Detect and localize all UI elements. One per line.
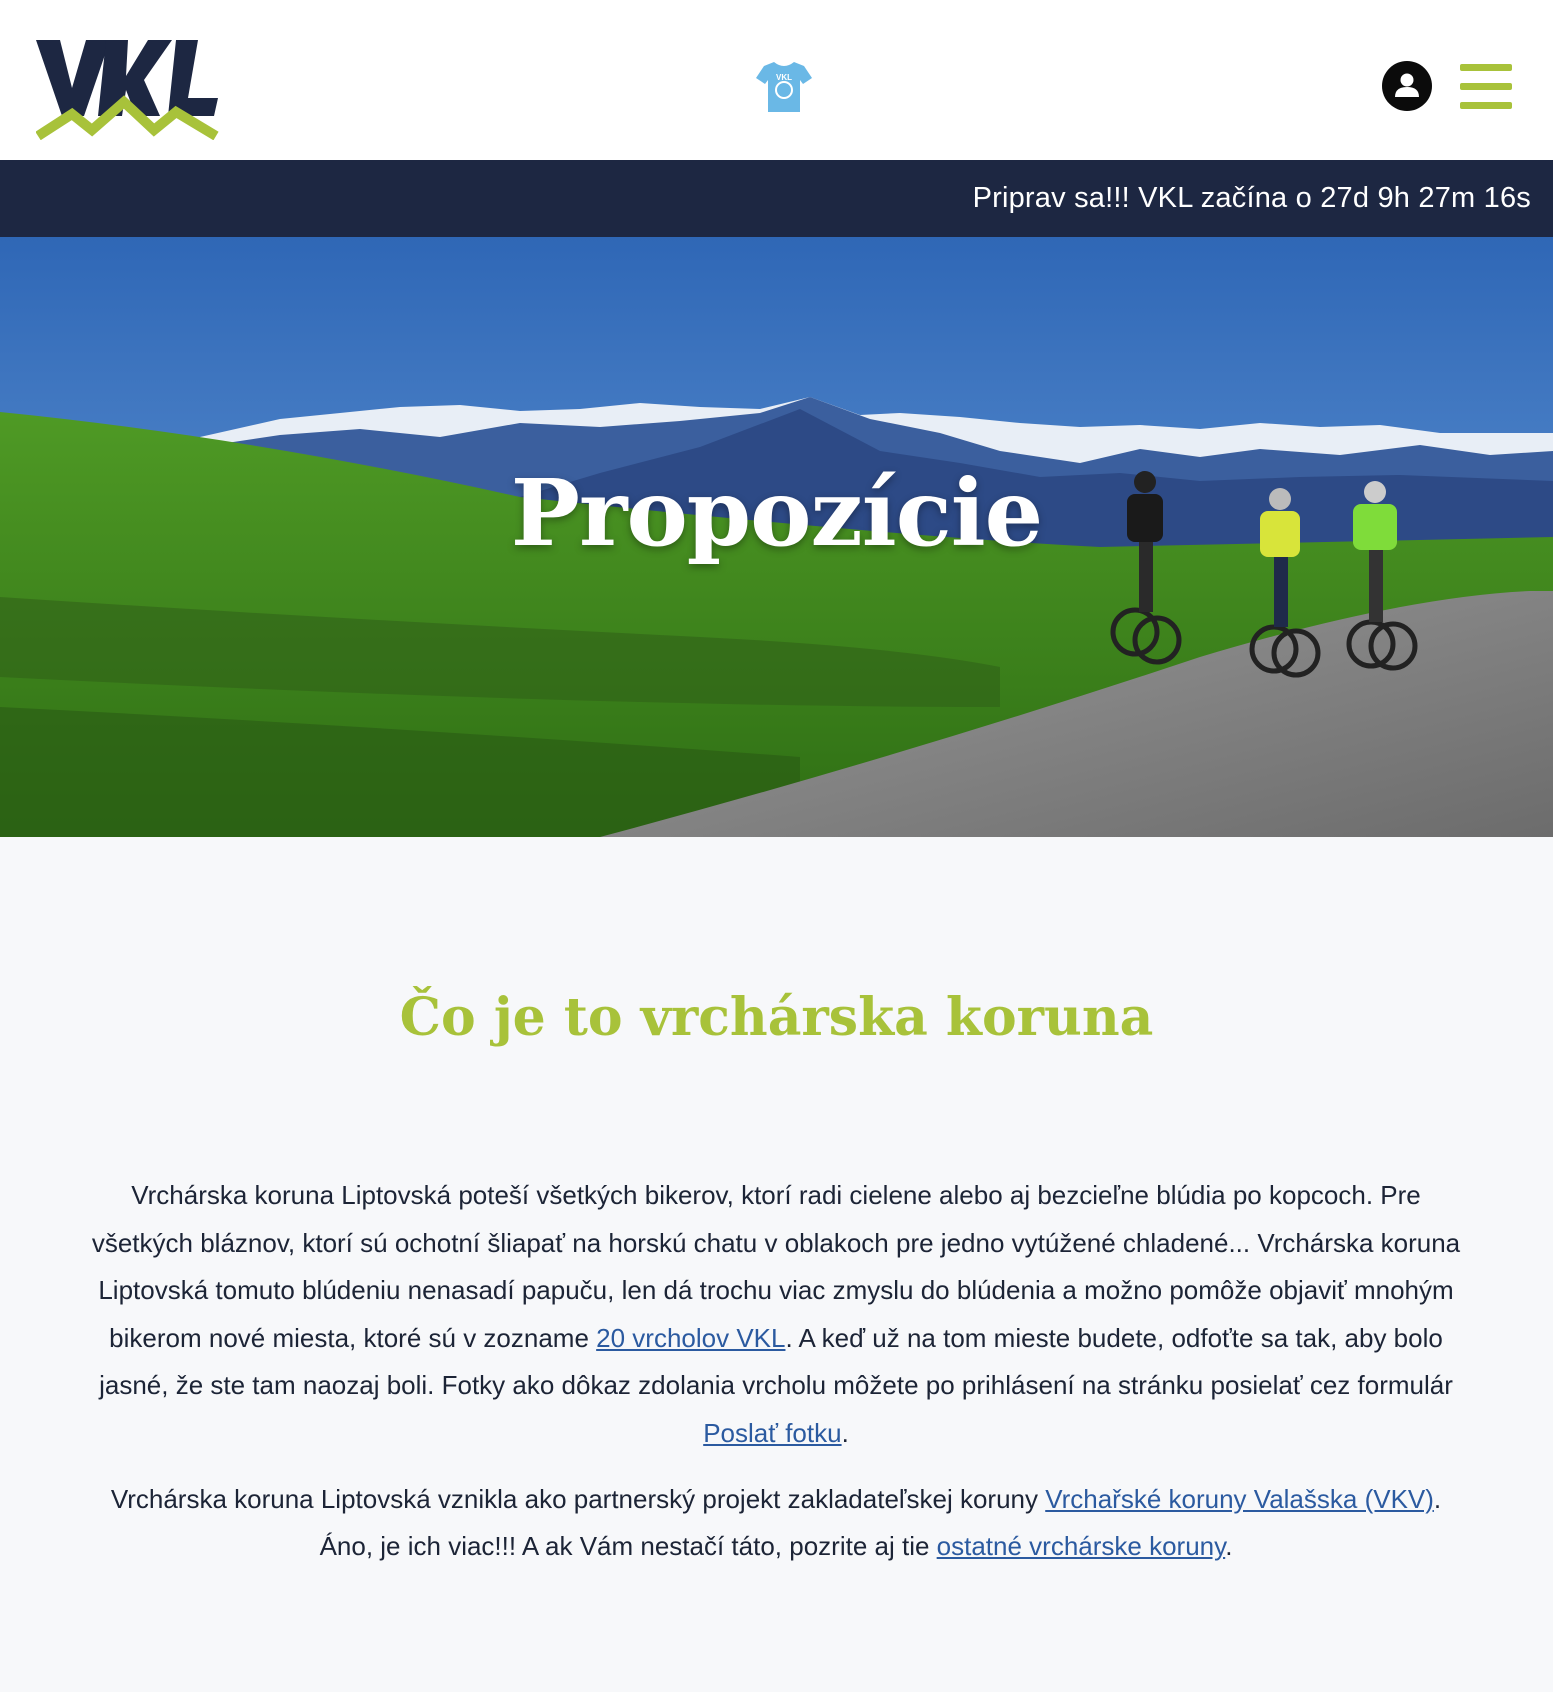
user-account-button[interactable] [1382, 61, 1432, 111]
link-20-vrcholov[interactable]: 20 vrcholov VKL [596, 1322, 786, 1353]
main-content [0, 837, 1553, 1692]
link-ostatne-koruny[interactable]: ostatné vrchárske koruny [936, 1531, 1226, 1562]
vkl-logo[interactable] [36, 36, 220, 140]
paragraph-1: Vrchárska koruna Liptovská poteší všetkých bikerov, ktorí radi cielene alebo aj bezcieľne blúdia po kopcoch. Pre všetkých bláznov, ktorí sú ochotní šliapať na horskú chatu v oblakoch pre jedno vytúžené chladené... Vrchárska koruna Liptovská tomuto blúdeniu nenasadí papuču, len dá trochu viac zmyslu do blúdenia a možno pomôže objaviť mnohým bikerom nové miesta, ktoré sú v zozname 20 vrcholov VKL. A keď už na tom mieste budete, odfoťte sa tak, aby bolo jasné, že ste tam naozaj boli. Fotky ako dôkaz zdolania vrcholu môžete po prihlásení na stránku posielať cez formulár Poslať fotku. [91, 1180, 1461, 1448]
link-vkv[interactable]: Vrchařské koruny Valašska (VKV) [1045, 1483, 1434, 1514]
tshirt-badge-text: VKL [776, 73, 792, 82]
hamburger-menu-button[interactable] [1460, 64, 1512, 108]
user-icon [1382, 61, 1432, 111]
link-poslat-fotku[interactable]: Poslať fotku [703, 1417, 842, 1448]
hamburger-menu-icon [1460, 64, 1512, 71]
paragraph-2: Vrchárska koruna Liptovská vznikla ako partnerský projekt zakladateľskej koruny Vrchařské koruny Valašska (VKV). [110, 1483, 1442, 1514]
tshirt-icon[interactable] [756, 60, 812, 114]
site-header [0, 0, 1553, 160]
intro-text [78, 1172, 1474, 1571]
countdown-bar [0, 160, 1553, 237]
section-heading: Čo je to vrchárska koruna [399, 987, 1154, 1048]
hero-banner [0, 237, 1553, 837]
hero-title: Propozície [510, 459, 1043, 567]
countdown-text: Priprav sa!!! VKL začína o 27d 9h 27m 16s [972, 182, 1531, 214]
paragraph-3: Áno, je ich viac!!! A ak Vám nestačí táto, pozrite aj tie ostatné vrchárske koruny. [319, 1531, 1233, 1562]
